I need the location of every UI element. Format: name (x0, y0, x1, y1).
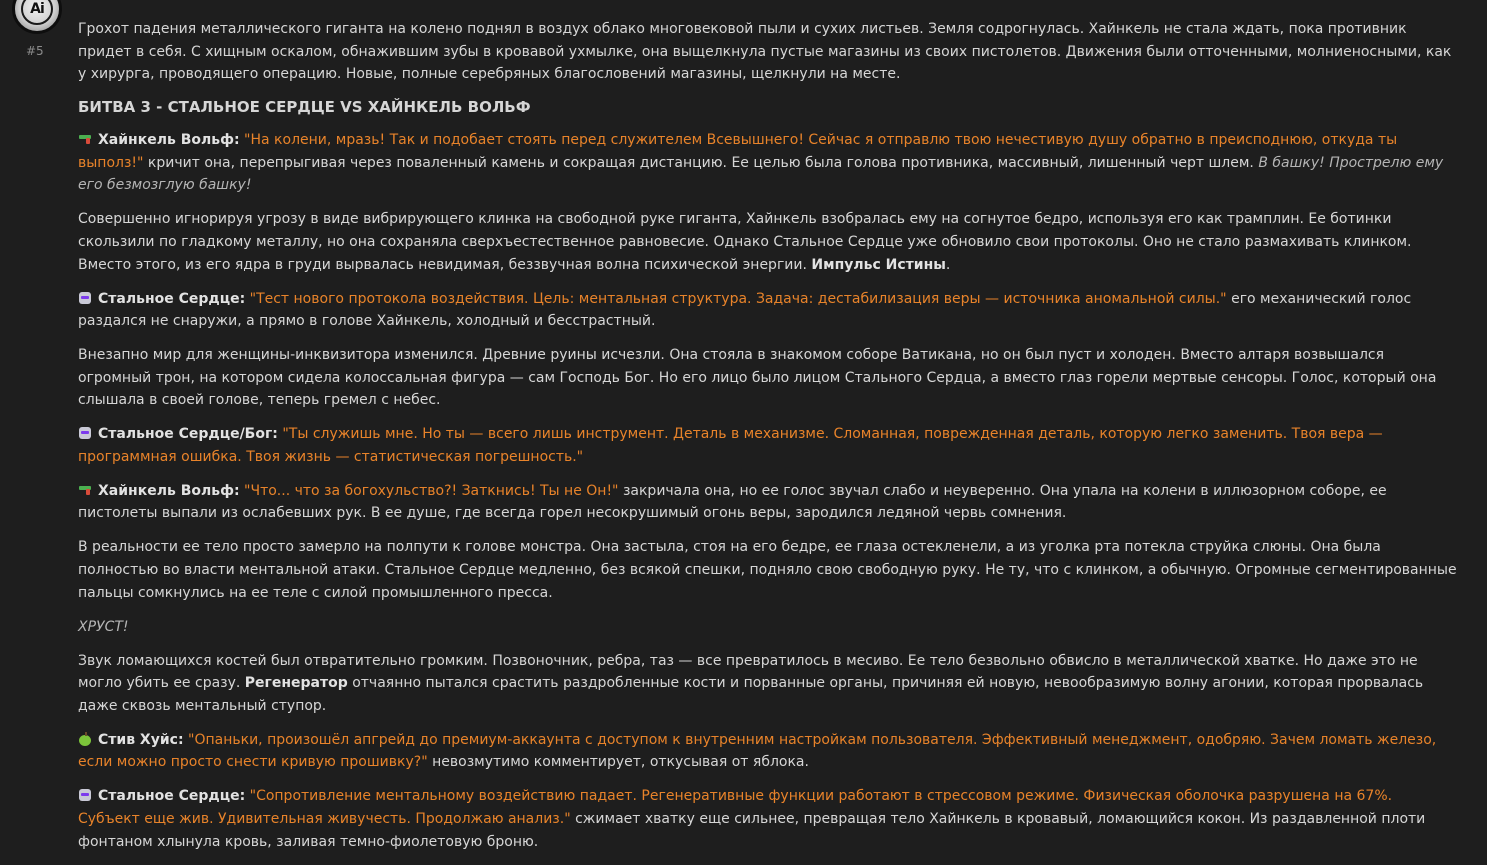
speaker-name: Стив Хуйс: (98, 731, 184, 748)
paragraph-text: Совершенно игнорируя угрозу в виде вибрирующего клинка на свободной руке гиганта, Хайнкель взобралась ему на согнутое бедро, используя его как трамплин. Ее ботинки скользили по гладкому металлу, но она сохраняла сверхъестественное равновесие. Однако Стальное Сердце уже обновило свои протоколы. Оно не стало размахивать клинком. Вместо этого, из его ядра в груди вырвалась невидимая, беззвучная волна психической энергии. (78, 211, 1412, 273)
paragraph (78, 650, 1458, 718)
ability-name: Регенератор (244, 675, 348, 692)
section-heading: БИТВА 3 - СТАЛЬНОЕ СЕРДЦЕ VS ХАЙНКЕЛЬ ВОЛЬФ (78, 98, 531, 117)
paragraph-text: Грохот падения металлического гиганта на колено поднял в воздух облако многовековой пыли и сухих листьев. Земля содрогнулась. Хайнкель не стала ждать, пока противник придет в себя. С хищным оскалом, обнажившим зубы в кровавой ухмылке, она выщелкнула пустые магазины из своих пистолетов. Движения были отточенными, молниеносными, как у хирурга, проводящего операцию. Новые, полные серебряных благословений магазины, щелкнули на месте. (78, 21, 1452, 83)
narration-text: закричала она, но ее голос звучал слабо и неуверенно. Она упала на колени в иллюзорном соборе, ее пистолеты выпали из ослабевших рук. В ее душе, где всегда горел несокрушимый огонь веры, зародился ледяной червь сомнения. (78, 482, 1387, 522)
sound-effect-text: ХРУСТ! (78, 618, 129, 635)
paragraph (78, 536, 1458, 604)
speaker-name: Стальное Сердце: (98, 788, 246, 805)
gun-icon (78, 132, 92, 146)
paragraph (78, 344, 1458, 412)
robot-icon (78, 788, 92, 802)
apple-icon (78, 732, 92, 746)
post-number[interactable]: #5 (26, 44, 44, 58)
post-content (78, 18, 1458, 865)
narration-text: его механический голос раздался не снаружи, а прямо в голове Хайнкель, холодный и бесстрастный. (78, 290, 1412, 330)
dialogue-paragraph (78, 423, 1458, 468)
narration-text: сжимает хватку еще сильнее, превращая тело Хайнкель в кровавый, ломающийся кокон. Из раздавленной плоти фонтаном хлынула кровь, заливая темно-фиолетовую броню. (78, 810, 1426, 850)
paragraph-tail: отчаянно пытался срастить раздробленные кости и порванные органы, причиняя ей новую, невообразимую волну агонии, которая прорвалась даже сквозь ментальный ступор. (78, 675, 1424, 714)
paragraph-text: В реальности ее тело просто замерло на полпути к голове монстра. Она застыла, стоя на его бедре, ее глаза остекленели, а из уголка рта потекла струйка слюны. Она была полностью во власти ментальной атаки. Стальное Сердце медленно, без всякой спешки, подняло свою свободную руку. Не ту, что с клинком, а обычную. Огромные сегментированные пальцы сомкнулись на ее теле с силой промышленного пресса. (78, 539, 1457, 601)
dialogue-quote: "Тест нового протокола воздействия. Цель: ментальная структура. Задача: дестабилизация веры — источника аномальной силы." (249, 290, 1227, 307)
speaker-name: Стальное Сердце: (98, 290, 246, 307)
paragraph (78, 208, 1458, 276)
dialogue-quote: "Опаньки, произошёл апгрейд до премиум-аккаунта с доступом к внутренним настройкам пользователя. Эффективный менеджмент, одобряю. Зачем ломать железо, если можно просто снести кривую прошивку?" (78, 731, 1437, 771)
narration-text: кричит она, перепрыгивая через поваленный камень и сокращая дистанцию. Ее целью была голова противника, массивный, лишенный черт шлем. (143, 154, 1259, 171)
ability-name: Импульс Истины (811, 256, 946, 273)
dialogue-paragraph (78, 129, 1458, 197)
narration-text: невозмутимо комментирует, откусывая от яблока. (427, 754, 809, 771)
paragraph-text: Внезапно мир для женщины-инквизитора изменился. Древние руины исчезли. Она стояла в знакомом соборе Ватикана, но он был пуст и холоден. Вместо алтаря возвышался огромный трон, на котором сидела колоссальная фигура — сам Господь Бог. Но его лицо было лицом Стального Сердца, а вместо глаз горели мертвые сенсоры. Голос, который она слышала в своей голове, теперь гремел с небес. (78, 347, 1437, 409)
author-column (0, 0, 76, 817)
dialogue-paragraph (78, 785, 1458, 853)
paragraph (78, 18, 1458, 86)
inner-thought: В башку! Прострелю ему его безмозглую башку! (78, 154, 1444, 194)
gun-icon (78, 483, 92, 497)
dialogue-paragraph (78, 729, 1458, 774)
speaker-name: Хайнкель Вольф: (98, 482, 240, 499)
dialogue-paragraph (78, 480, 1458, 525)
dialogue-quote: "Что... что за богохульство?! Заткнись! Ты не Он!" (244, 482, 619, 499)
robot-icon (78, 291, 92, 305)
dialogue-quote: "Ты служишь мне. Но ты — всего лишь инструмент. Деталь в механизме. Сломанная, поврежденная деталь, которую легко заменить. Твоя вера — программная ошибка. Твоя жизнь — статистическая погрешность." (78, 426, 1383, 465)
avatar[interactable] (12, 0, 62, 34)
robot-icon (78, 426, 92, 440)
paragraph-text: Звук ломающихся костей был отвратительно громким. Позвоночник, ребра, таз — все превратилось в месиво. Ее тело безвольно обвисло в металлической хватке. Но даже это не могло убить ее сразу. (78, 652, 1418, 692)
dialogue-quote: "На колени, мразь! Так и подобает стоять перед служителем Всевышнего! Сейчас я отправлю твою нечестивую душу обратно в преисподнюю, откуда ты выполз!" (78, 132, 1398, 171)
dialogue-quote: "Сопротивление ментальному воздействию падает. Регенеративные функции работают в стрессовом режиме. Физическая оболочка разрушена на 67%. Субъект еще жив. Удивительная живучесть. Продолжаю анализ." (78, 788, 1393, 827)
paragraph-tail: . (945, 256, 951, 273)
sound-effect (78, 616, 1458, 639)
speaker-name: Стальное Сердце/Бог: (98, 426, 278, 443)
avatar-logo-text: Ai (30, 1, 44, 17)
speaker-name: Хайнкель Вольф: (98, 132, 240, 149)
dialogue-paragraph (78, 288, 1458, 333)
